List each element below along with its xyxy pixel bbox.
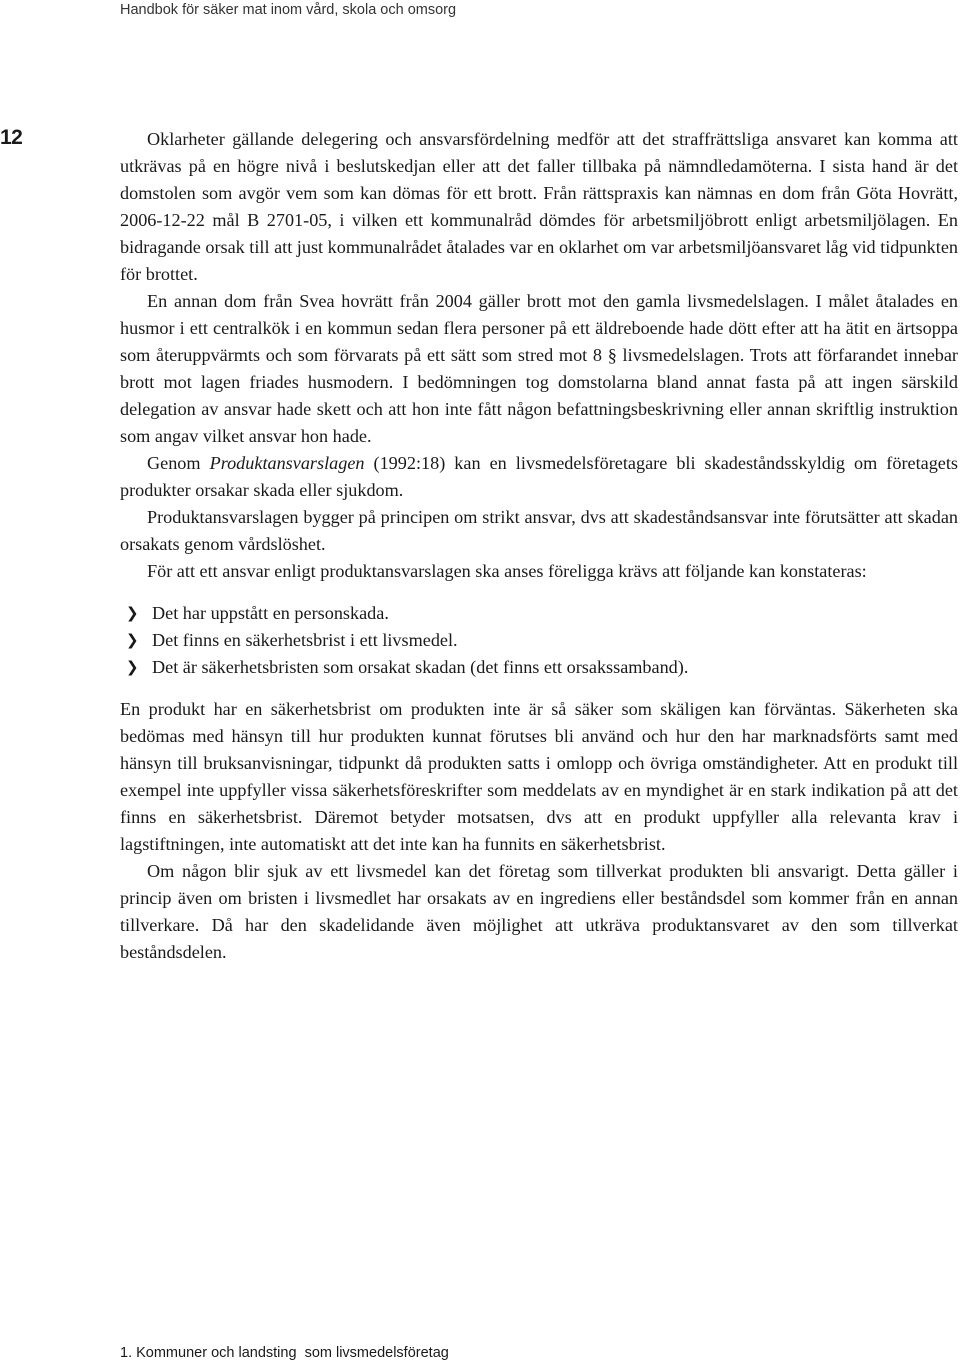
list-item-text: Det har uppstått en personskada. [152, 603, 389, 623]
text-span: Genom [147, 453, 210, 473]
paragraph-produktansvarslagen [120, 450, 958, 504]
paragraph-manufacturer-liability: Om någon blir sjuk av ett livsmedel kan det företag som tillverkat produkten bli ansvarigt. Detta gäller i princip även om bristen i livsmedlet har orsakats av en ingrediens eller beståndsdel som kommer från en annan tillverkare. Då har den skadelidande även möjlighet att utkräva produktansvaret av den som tillverkat beståndsdelen. [120, 861, 958, 962]
list-item [120, 654, 958, 681]
text-span: (1992:18) kan en livsmedelsföretagare bli skadeståndsskyldig om företagets produkter orsakar skada eller sjukdom. [120, 453, 958, 500]
paragraph-safety-defect: En produkt har en säkerhetsbrist om produkten inte är så säker som skäligen kan förväntas. Säkerheten ska bedömas med hänsyn till hur produkten kunnat förutses bli använd och hur den har marknadsförts samt med hänsyn till bruksanvisningar, tidpunkt då produkten satts i omlopp och övriga omständigheter. Att en produkt till exempel inte uppfyller vissa säkerhetsföreskrifter som meddelats av en myndighet är en stark indikation på att det finns en säkerhetsbrist. Däremot betyder motsatsen, dvs att en produkt uppfyller alla relevanta krav i lagstiftningen, inte automatiskt att det inte kan ha funnits en säkerhetsbrist. [120, 699, 958, 854]
chevron-right-icon: ❯ [126, 604, 139, 622]
footer-section-label: 1. Kommuner och landsting som livsmedelsföretag [120, 1345, 449, 1361]
paragraph-delegation: Oklarheter gällande delegering och ansvarsfördelning medför att det straffrättsliga ansvaret kan komma att utkrävas på en högre nivå i beslutskedjan eller att det faller tillbaka på nämndledamöterna. I sista hand är det domstolen som avgör vem som kan dömas för ett brott. Från rättspraxis kan nämnas en dom från Göta Hovrätt, 2006-12-22 mål B 2701-05, i vilken ett kommunalråd dömdes för arbetsmiljöbrott enligt arbetsmiljölagen. En bidragande orsak till att just kommunalrådet åtalades var en oklarhet om var arbetsmiljöansvaret låg vid tidpunkten för brottet. [120, 129, 958, 284]
list-item-text: Det är säkerhetsbristen som orsakat skadan (det finns ett orsakssamband). [152, 657, 689, 677]
list-item-text: Det finns en säkerhetsbrist i ett livsmedel. [152, 630, 458, 650]
running-header: Handbok för säker mat inom vård, skola och omsorg [120, 2, 457, 18]
conditions-list [120, 600, 958, 681]
chevron-right-icon: ❯ [126, 631, 139, 649]
list-item [120, 600, 958, 627]
paragraph-conditions-intro: För att ett ansvar enligt produktansvarslagen ska anses föreligga krävs att följande kan konstateras: [147, 561, 867, 581]
paragraph-strict-liability: Produktansvarslagen bygger på principen om strikt ansvar, dvs att skadeståndsansvar inte förutsätter att skadan orsakats genom vårdslöshet. [120, 507, 958, 554]
law-title: Produktansvarslagen [209, 453, 365, 473]
page-number: 12 [0, 126, 23, 149]
paragraph-svea-hovratt: En annan dom från Svea hovrätt från 2004 gäller brott mot den gamla livsmedelslagen. I målet åtalades en husmor i ett centralkök i en kommun sedan flera personer på ett äldreboende hade dött efter att ha ätit en ärtsoppa som återuppvärmts och som förvarats på ett sätt som stred mot 8 § livsmedelslagen. Trots att förfarandet innebar brott mot lagen friades husmodern. I bedömningen tog domstolarna bland annat fasta på att ingen särskild delegation av ansvar hade skett och att hon inte fått någon befattningsbeskrivning eller annan skriftlig instruktion som angav vilket ansvar hon hade. [120, 291, 958, 446]
list-item [120, 627, 958, 654]
chevron-right-icon: ❯ [126, 658, 139, 676]
main-text [120, 126, 958, 966]
